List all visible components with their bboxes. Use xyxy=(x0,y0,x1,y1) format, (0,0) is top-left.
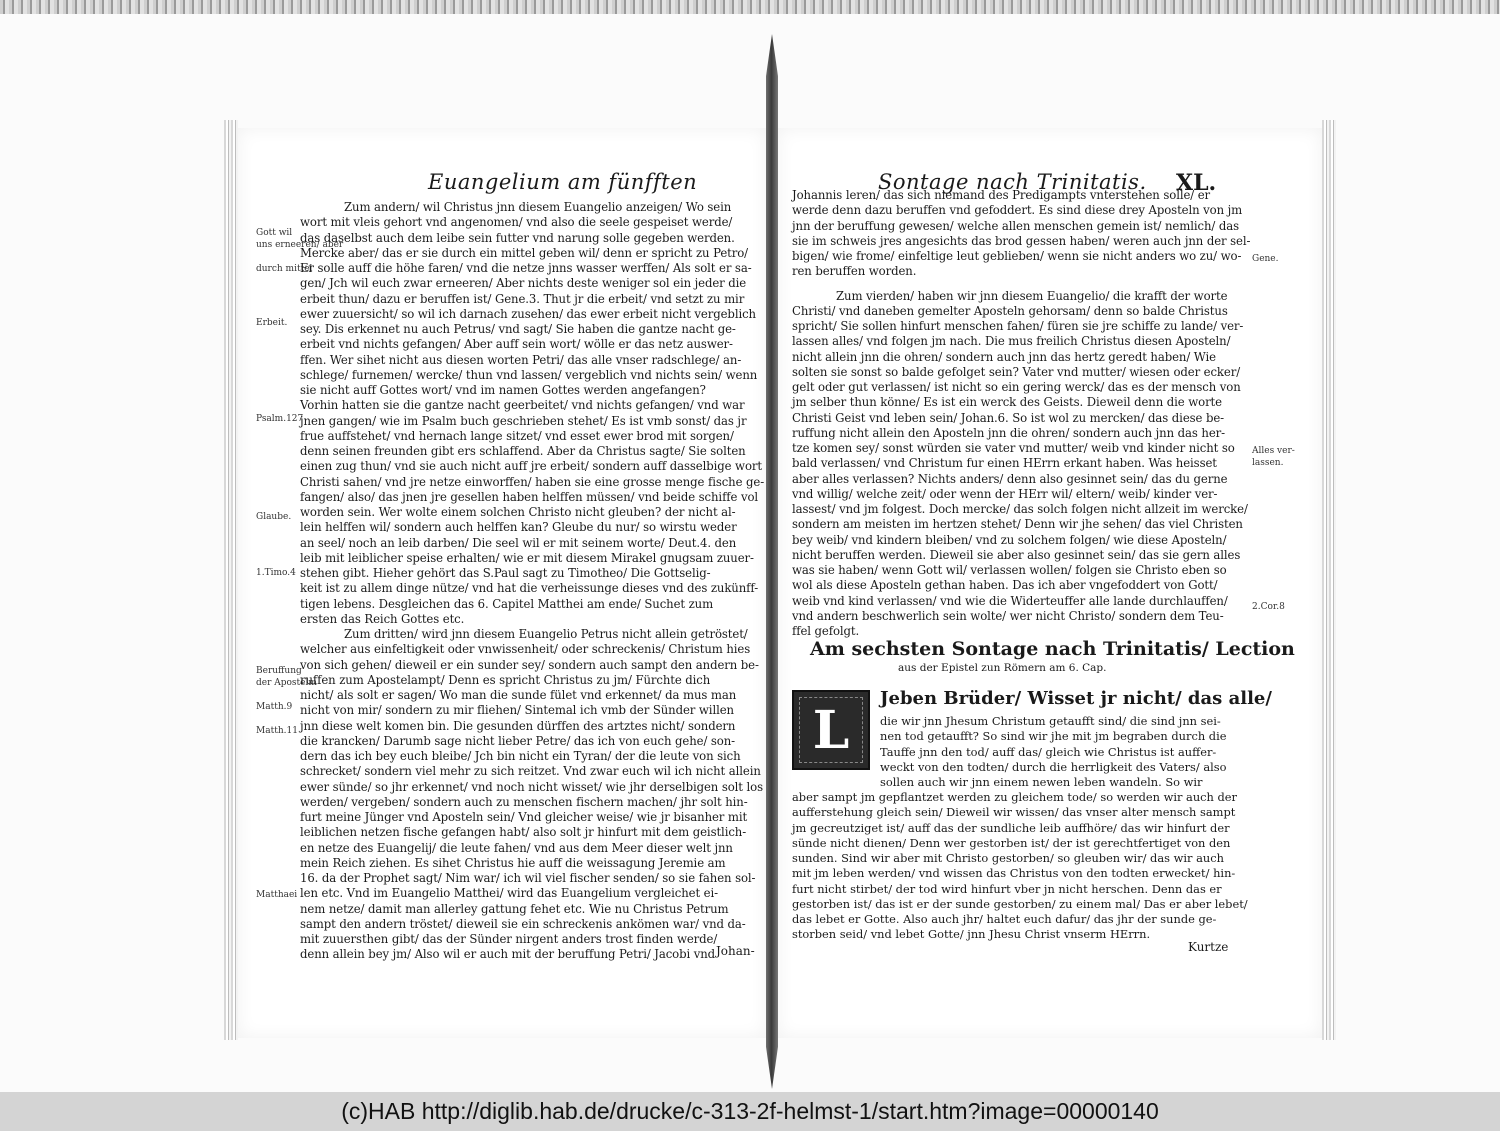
scan-top-edge xyxy=(0,0,1500,14)
text-line: ren beruffen worden. xyxy=(792,264,917,279)
decorated-initial xyxy=(792,690,870,770)
text-line: Zum andern/ wil Christus jnn diesem Euangelio anzeigen/ Wo sein xyxy=(344,200,732,214)
text-line: gestorben ist/ das ist er der sunde gestorben/ zu einem mal/ Das er aber lebet/ xyxy=(792,896,1248,911)
text-line: leiblichen netzen fische gefangen habt/ also solt jr hinfurt mit dem geistlich- xyxy=(300,825,747,840)
right-page-edge xyxy=(1322,120,1336,1040)
text-line: mein Reich ziehen. Es sihet Christus hie auff die weissagung Jeremie am xyxy=(300,855,726,870)
text-line: Zum vierden/ haben wir jnn diesem Euangelio/ die krafft der worte xyxy=(836,288,1228,303)
text-line: furt meine Jünger vnd Aposteln sein/ Vnd gleicher weise/ wie jr bisanher mit xyxy=(300,810,748,824)
margin-note: Gott wil xyxy=(256,228,293,238)
text-line: einen zug thun/ vnd sie auch nicht auff jre erbeit/ sondern auff dasselbige wort xyxy=(300,459,762,474)
text-line: sollen auch wir jnn einem newen leben wandeln. So wir xyxy=(880,775,1203,789)
text-line: sey. Dis erkennet nu auch Petrus/ vnd sagt/ Sie haben die gantze nacht ge- xyxy=(300,322,736,336)
text-line: Tauffe jnn den tod/ auff das/ gleich wie Christus ist auffer- xyxy=(880,744,1217,759)
margin-note: 2.Cor.8 xyxy=(1252,602,1285,612)
text-line: ruffen zum Apostelampt/ Denn es spricht Christus zu jm/ Fürchte dich xyxy=(300,672,711,687)
text-line: weib vnd kind verlassen/ vnd wie die Widerteuffer alle lande durchlauffen/ xyxy=(792,593,1228,608)
text-line: Vorhin hatten sie die gantze nacht geerbeitet/ vnd nichts gefangen/ vnd war xyxy=(300,398,745,413)
margin-note: Gene. xyxy=(1252,254,1279,264)
text-line: jm gecreutziget ist/ auff das der sundliche leib auffhöre/ das wir hinfurt der xyxy=(792,820,1230,835)
text-line: nicht allein jnn die ohren/ sondern auch jnn das hertz geredt haben/ Wie xyxy=(792,349,1216,364)
text-line: keit ist zu allem dinge nütze/ vnd hat die verheissunge dieses vnd des zukünff- xyxy=(300,581,759,596)
text-line: nicht beruffen werden. Dieweil sie aber also gesinnet sein/ das sie gern alles xyxy=(792,547,1241,562)
margin-note: Psalm.127 xyxy=(256,414,304,424)
copyright-url: (c)HAB http://diglib.hab.de/drucke/c-313-2f-helmst-1/start.htm?image=00000140 xyxy=(341,1098,1159,1124)
text-line: tigen lebens. Desgleichen das 6. Capitel Matthei am ende/ Suchet zum xyxy=(300,596,714,611)
text-line: nem netze/ damit man allerley gattung fehet etc. Wie nu Christus Petrum xyxy=(300,901,729,916)
text-line: spricht/ Sie sollen hinfurt menschen fahen/ füren sie jre schiffe zu lande/ ver- xyxy=(792,319,1244,333)
right-catchword: Kurtze xyxy=(1188,940,1229,954)
text-line: werde denn dazu beruffen vnd gefoddert. Es sind diese drey Aposteln von jm xyxy=(792,203,1243,218)
text-line: an seel/ noch an leib darben/ Die seel wil er mit seinem worte/ Deut.4. den xyxy=(300,535,737,550)
text-line: ersten das Reich Gottes etc. xyxy=(300,611,465,626)
text-line: aufferstehung gleich sein/ Dieweil wir wissen/ das vnser alter mensch sampt xyxy=(792,805,1236,820)
text-line: dern das ich bey euch bleibe/ Jch bin nicht ein Tyran/ der die leute von sich xyxy=(300,749,741,763)
text-line: bigen/ wie frome/ einfeltige leut geblieben/ wenn sie nicht anders wo zu/ wo- xyxy=(792,249,1242,263)
text-line: nen tod getaufft? So sind wir jhe mit jm begraben durch die xyxy=(880,729,1227,744)
text-line: 16. da der Prophet sagt/ Nim war/ ich wil viel fischer senden/ so sie fahen sol- xyxy=(300,871,756,885)
text-line: en netze des Euangelij/ die leute fahen/ vnd aus dem Meer dieser welt jnn xyxy=(300,840,733,855)
text-line: lein helffen wil/ sondern auch helffen kan? Gleube du nur/ so wirstu weder xyxy=(300,520,737,535)
text-line: Christi sahen/ vnd jre netze einworffen/ haben sie eine grosse menge fische ge- xyxy=(300,474,765,489)
text-line: denn allein bey jm/ Also wil er auch mit der beruffung Petri/ Jacobi vnd xyxy=(300,947,716,962)
text-line: sie im schweis jres angesichts das brod gessen haben/ weren auch jnn der sel- xyxy=(792,233,1251,248)
margin-note: Matth.11 xyxy=(256,726,298,736)
margin-note: durch mittel xyxy=(256,264,313,274)
margin-note: Matthaei xyxy=(256,890,298,900)
right-running-head: Sontage nach Trinitatis. xyxy=(878,170,1147,194)
text-line: wort mit vleis gehort vnd angenomen/ vnd also die seele gespeiset werde/ xyxy=(300,215,733,230)
text-line: sünde nicht dienen/ Denn wer gestorben ist/ der ist gerechtfertiget von den xyxy=(792,835,1231,850)
text-line: aber sampt jm gepflantzet werden zu gleichem tode/ so werden wir auch der xyxy=(792,790,1237,804)
text-line: fangen/ also/ das jnen jre gesellen haben helffen müssen/ vnd beide schiffe vol xyxy=(300,489,759,504)
text-line: Er solle auff die höhe faren/ vnd die netze jnns wasser werffen/ Als solt er sa- xyxy=(300,261,752,275)
text-line: Mercke aber/ das er sie durch ein mittel geben wil/ denn er spricht zu Petro/ xyxy=(300,245,749,260)
text-line: was sie haben/ wenn Gott wil/ verlassen wollen/ folgen sie Christo eben so xyxy=(792,563,1227,577)
margin-note: Erbeit. xyxy=(256,318,288,328)
text-line: sondern am meisten im hertzen stehet/ Denn wir jhe sehen/ das viel Christen xyxy=(792,517,1243,532)
text-line: Johannis leren/ das sich niemand des Predigampts vnterstehen solle/ er xyxy=(792,188,1211,202)
text-line: erbeit vnd nichts gefangen/ Aber auff sein wort/ wölle er das netz auswer- xyxy=(300,337,733,352)
text-line: vnd andern beschwerlich sein wolte/ wer nicht Christo/ sondern dem Teu- xyxy=(792,608,1224,623)
text-line: jnn diese welt komen bin. Die gesunden dürffen des artztes nicht/ sondern xyxy=(300,718,736,733)
text-line: storben seid/ vnd lebet Gotte/ jnn Jhesu Christ vnserm HErrn. xyxy=(792,927,1151,942)
text-line: jm selber thun könne/ Es ist ein werck des Geists. Dieweil denn die worte xyxy=(792,395,1222,410)
left-page xyxy=(238,128,766,1038)
text-line: ffel gefolgt. xyxy=(792,624,860,638)
section-heading: Am sechsten Sontage nach Trinitatis/ Lection xyxy=(810,638,1295,660)
text-line: vnd willig/ welche zeit/ oder wenn der HErr wil/ eltern/ weib/ kinder ver- xyxy=(792,486,1218,501)
margin-note: lassen. xyxy=(1252,458,1284,468)
text-line: worden sein. Wer wolte einem solchen Christo nicht gleuben? der nicht al- xyxy=(300,505,736,519)
text-line: frue auffstehet/ vnd hernach lange sitzet/ vnd esset ewer brod mit sorgen/ xyxy=(300,428,734,443)
folio-number: XL. xyxy=(1176,170,1217,196)
left-running-head: Euangelium am fünfften xyxy=(428,170,698,194)
text-line: denn seinen freunden gibt ers schlaffend. Aber da Christus sagte/ Sie solten xyxy=(300,444,746,458)
text-line: bald verlassen/ vnd Christum fur einen HErrn erkant haben. Was heisset xyxy=(792,456,1217,471)
text-line: schlege/ furnemen/ wercke/ thun vnd lassen/ vergeblich vnd nichts sein/ wenn xyxy=(300,367,758,382)
section-subheading: aus der Epistel zun Römern am 6. Cap. xyxy=(898,662,1107,674)
text-line: Christi Geist vnd leben sein/ Johan.6. So ist wol zu mercken/ das diese be- xyxy=(792,410,1225,425)
text-line: sie nicht auff Gottes wort/ vnd im namen Gottes werden angefangen? xyxy=(300,383,706,397)
text-line: mit jm leben werden/ vnd wissen das Christus von den todten erwecket/ hin- xyxy=(792,866,1236,881)
text-line: mit zuuersthen gibt/ das der Sünder nirgent anders trost finden werde/ xyxy=(300,932,718,946)
initial-letter: L xyxy=(812,699,850,761)
text-line: len etc. Vnd im Euangelio Matthei/ wird das Euangelium vergleichet ei- xyxy=(300,886,718,901)
footer-bar xyxy=(0,1092,1500,1131)
left-page-edge xyxy=(224,120,238,1040)
text-line: erbeit thun/ dazu er beruffen ist/ Gene.3. Thut jr die erbeit/ vnd setzt zu mir xyxy=(300,291,745,306)
left-catchword: Johan- xyxy=(716,944,755,958)
text-line: wol als diese Aposteln gethan haben. Das ich aber vngefoddert von Gott/ xyxy=(792,578,1218,593)
text-line: ruffung nicht allein den Aposteln jnn die ohren/ sondern auch jnn das her- xyxy=(792,425,1225,440)
margin-note: uns erneeren/ aber xyxy=(256,240,344,250)
text-line: stehen gibt. Hieher gehört das S.Paul sagt zu Timotheo/ Die Gottselig- xyxy=(300,566,711,580)
text-line: von sich gehen/ dieweil er ein sunder sey/ sondern auch sampt den andern be- xyxy=(300,657,759,672)
text-line: lassest/ vnd jm folgest. Doch mercke/ das solch folgen nicht allzeit im wercke/ xyxy=(792,502,1248,516)
epistle-indented-text xyxy=(880,714,1226,790)
text-line: bey weib/ vnd kindern bleiben/ vnd zu solchem folgen/ wie diese Aposteln/ xyxy=(792,532,1227,547)
margin-note: 1.Timo.4 xyxy=(256,568,296,578)
text-line: die wir jnn Jhesum Christum getaufft sind/ die sind jnn sei- xyxy=(880,714,1221,728)
text-line: ewer sünde/ so jhr erkennet/ vnd noch nicht wisset/ wie jhr derselbigen solt los xyxy=(300,779,763,794)
text-line: gen/ Jch wil euch zwar erneeren/ Aber nichts deste weniger sol ein jeder die xyxy=(300,276,747,291)
margin-note: Matth.9 xyxy=(256,702,293,712)
text-line: die krancken/ Darumb sage nicht lieber Petre/ das ich von euch gehe/ son- xyxy=(300,733,736,748)
margin-note: Glaube. xyxy=(256,512,292,522)
text-line: sunden. Sind wir aber mit Christo gestorben/ so gleuben wir/ das wir auch xyxy=(792,851,1224,865)
text-line: nicht/ als solt er sagen/ Wo man die sunde fület vnd erkennet/ da mus man xyxy=(300,688,737,702)
left-body-text xyxy=(300,200,764,963)
margin-note: der Apostelm xyxy=(256,678,317,688)
text-line: tze komen sey/ sonst würden sie vater vnd mutter/ weib vnd kinder nicht so xyxy=(792,441,1235,455)
epistle-full-text xyxy=(792,790,1248,943)
text-line: furt nicht stirbet/ der tod wird hinfurt vber jn nicht herschen. Denn das er xyxy=(792,881,1222,896)
text-line: lassen alles/ vnd folgen jm nach. Die mus freilich Christus diesen Aposteln/ xyxy=(792,334,1231,349)
epistle-first-line: Jeben Brüder/ Wisset jr nicht/ das alle/ xyxy=(880,688,1272,709)
text-line: ewer zuuersicht/ so wil ich darnach zusehen/ das ewer erbeit nicht vergeblich xyxy=(300,306,756,321)
text-line: Zum dritten/ wird jnn diesem Euangelio Petrus nicht allein getröstet/ xyxy=(344,627,748,641)
text-line: jnn der beruffung gewesen/ welche allen menschen gemein ist/ nemlich/ das xyxy=(792,218,1239,233)
text-line: jnen gangen/ wie im Psalm buch geschrieben stehet/ Es ist vmb sonst/ das jr xyxy=(300,413,747,428)
text-line: Christi/ vnd daneben gemelter Aposteln gehorsam/ denn so balde Christus xyxy=(792,303,1228,318)
text-line: welcher aus einfeltigkeit oder vnwissenheit/ oder schreckenis/ Christum hies xyxy=(300,642,751,657)
text-line: weckt von den todten/ durch die herrligkeit des Vaters/ also xyxy=(880,759,1227,774)
margin-note: Alles ver- xyxy=(1252,446,1295,456)
text-line: gelt oder gut verlassen/ ist nicht so ein gering werck/ das es der mensch von xyxy=(792,380,1241,394)
text-line: das lebet er Gotte. Also auch jhr/ haltet euch dafur/ das jhr der sunde ge- xyxy=(792,912,1217,926)
text-line: leib mit leiblicher speise erhalten/ wie er mit diesem Mirakel gnugsam zuuer- xyxy=(300,550,754,565)
text-line: werden/ vergeben/ sondern auch zu menschen fischern machen/ jhr solt hin- xyxy=(300,794,748,809)
right-body-text xyxy=(792,188,1250,639)
paragraph-gap xyxy=(792,280,1250,289)
initial-frame xyxy=(799,697,863,763)
text-line: sampt den andern tröstet/ dieweil sie ein schreckenis ankömen war/ vnd da- xyxy=(300,916,746,931)
right-page xyxy=(778,128,1322,1038)
text-line: ffen. Wer sihet nicht aus diesen worten Petri/ das alle vnser radschlege/ an- xyxy=(300,352,742,367)
text-line: aber alles verlassen? Nichts anders/ denn also gesinnet sein/ das du gerne xyxy=(792,471,1228,486)
text-line: schrecket/ sondern viel mehr zu sich reitzet. Vnd zwar euch wil ich nicht allein xyxy=(300,764,761,779)
text-line: solten sie sonst so balde gefolget sein? Vater vnd mutter/ wiesen oder ecker/ xyxy=(792,364,1241,379)
text-line: das daselbst auch dem leibe sein futter vnd narung solle gegeben werden. xyxy=(300,230,735,245)
book-gutter xyxy=(766,34,778,1089)
margin-note: Beruffung xyxy=(256,666,302,676)
text-line: nicht von mir/ sondern zu mir fliehen/ Sintemal ich vmb der Sünder willen xyxy=(300,703,734,718)
